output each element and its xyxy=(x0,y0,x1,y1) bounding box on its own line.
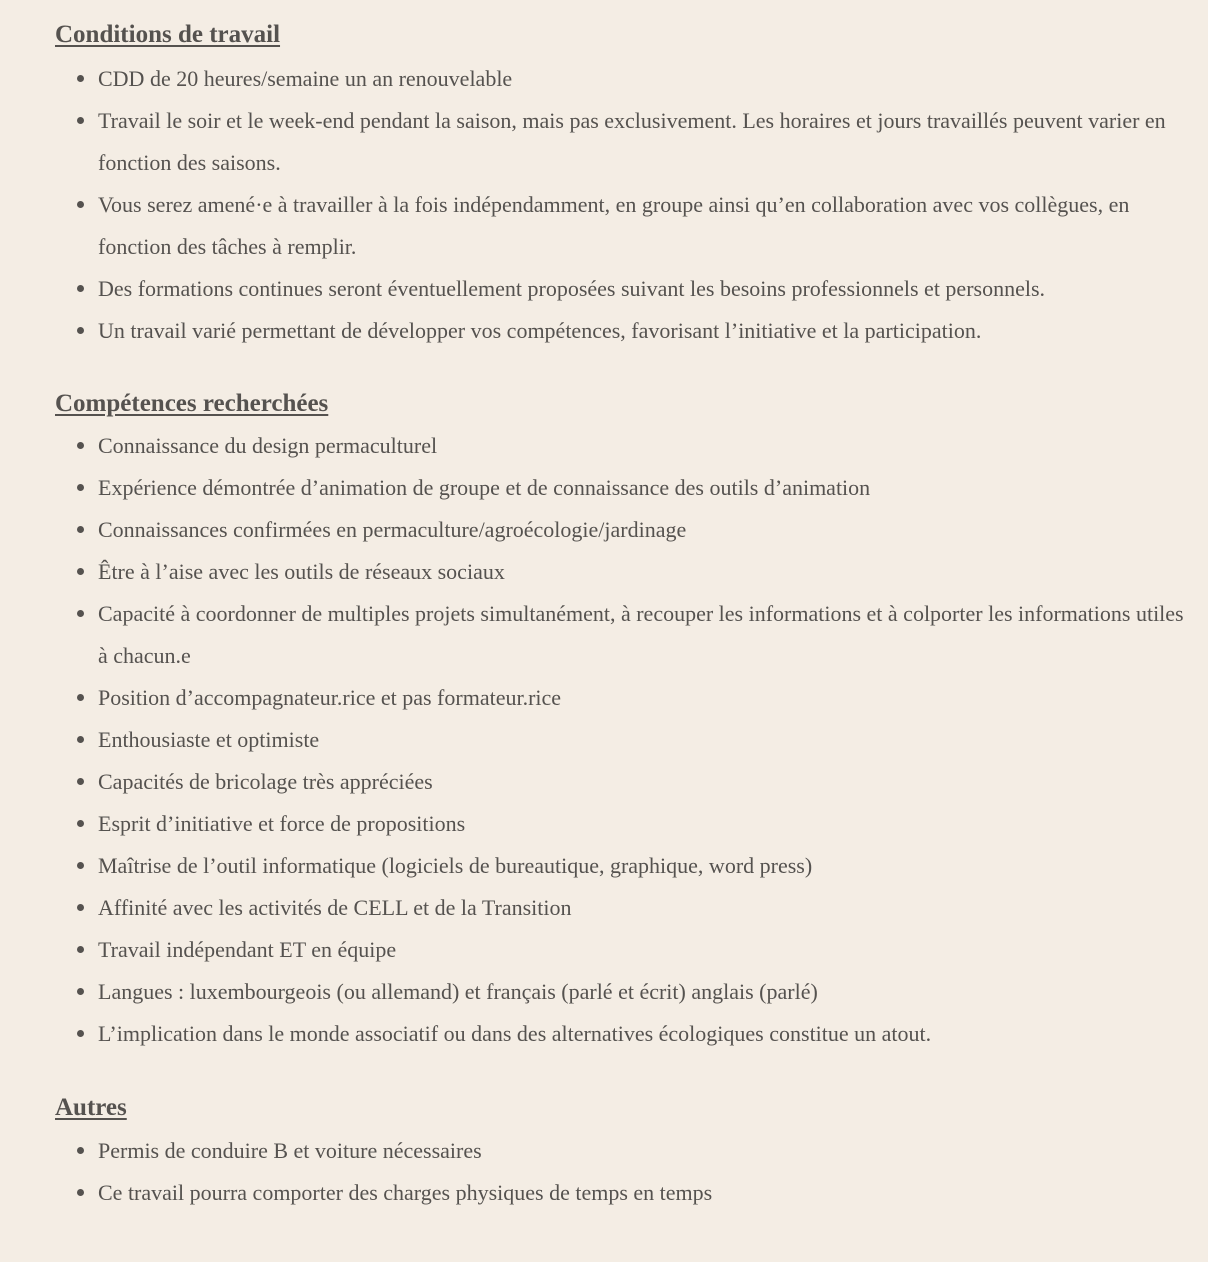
bullet-list xyxy=(55,425,1195,1055)
list-item: CDD de 20 heures/semaine un an renouvelable xyxy=(55,58,1195,100)
list-item: Langues : luxembourgeois (ou allemand) et français (parlé et écrit) anglais (parlé) xyxy=(55,971,1195,1013)
list-item: Ce travail pourra comporter des charges physiques de temps en temps xyxy=(55,1172,1195,1214)
list-item: Position d’accompagnateur.rice et pas formateur.rice xyxy=(55,677,1195,719)
list-item: Affinité avec les activités de CELL et de la Transition xyxy=(55,887,1195,929)
list-item: Enthousiaste et optimiste xyxy=(55,719,1195,761)
job-posting-content xyxy=(55,0,1195,1214)
bullet-list xyxy=(55,1130,1195,1214)
section-title: Compétences recherchées xyxy=(55,390,329,417)
list-item: Connaissances confirmées en permaculture/agroécologie/jardinage xyxy=(55,509,1195,551)
list-item: Un travail varié permettant de développer vos compétences, favorisant l’initiative et la participation. xyxy=(55,310,1195,352)
section-title: Autres xyxy=(55,1094,127,1121)
list-item: Maîtrise de l’outil informatique (logiciels de bureautique, graphique, word press) xyxy=(55,845,1195,887)
list-item: Être à l’aise avec les outils de réseaux sociaux xyxy=(55,551,1195,593)
section-competences-recherchees xyxy=(55,387,1195,1055)
section-autres xyxy=(55,1091,1195,1214)
section-conditions-de-travail xyxy=(55,0,1195,352)
list-item: Connaissance du design permaculturel xyxy=(55,425,1195,467)
list-item: Permis de conduire B et voiture nécessaires xyxy=(55,1130,1195,1172)
list-item: Capacités de bricolage très appréciées xyxy=(55,761,1195,803)
list-item: Esprit d’initiative et force de propositions xyxy=(55,803,1195,845)
section-title: Conditions de travail xyxy=(55,21,281,48)
list-item: Travail indépendant ET en équipe xyxy=(55,929,1195,971)
list-item: L’implication dans le monde associatif ou dans des alternatives écologiques constitue un atout. xyxy=(55,1013,1195,1055)
list-item: Travail le soir et le week-end pendant la saison, mais pas exclusivement. Les horaires et jours travaillés peuvent varier en fonction des saisons. xyxy=(55,100,1195,184)
bullet-list xyxy=(55,58,1195,352)
list-item: Vous serez amené·e à travailler à la fois indépendamment, en groupe ainsi qu’en collaboration avec vos collègues, en fonction des tâches à remplir. xyxy=(55,184,1195,268)
list-item: Capacité à coordonner de multiples projets simultanément, à recouper les informations et à colporter les informations utiles à chacun.e xyxy=(55,593,1195,677)
list-item: Expérience démontrée d’animation de groupe et de connaissance des outils d’animation xyxy=(55,467,1195,509)
list-item: Des formations continues seront éventuellement proposées suivant les besoins professionnels et personnels. xyxy=(55,268,1195,310)
